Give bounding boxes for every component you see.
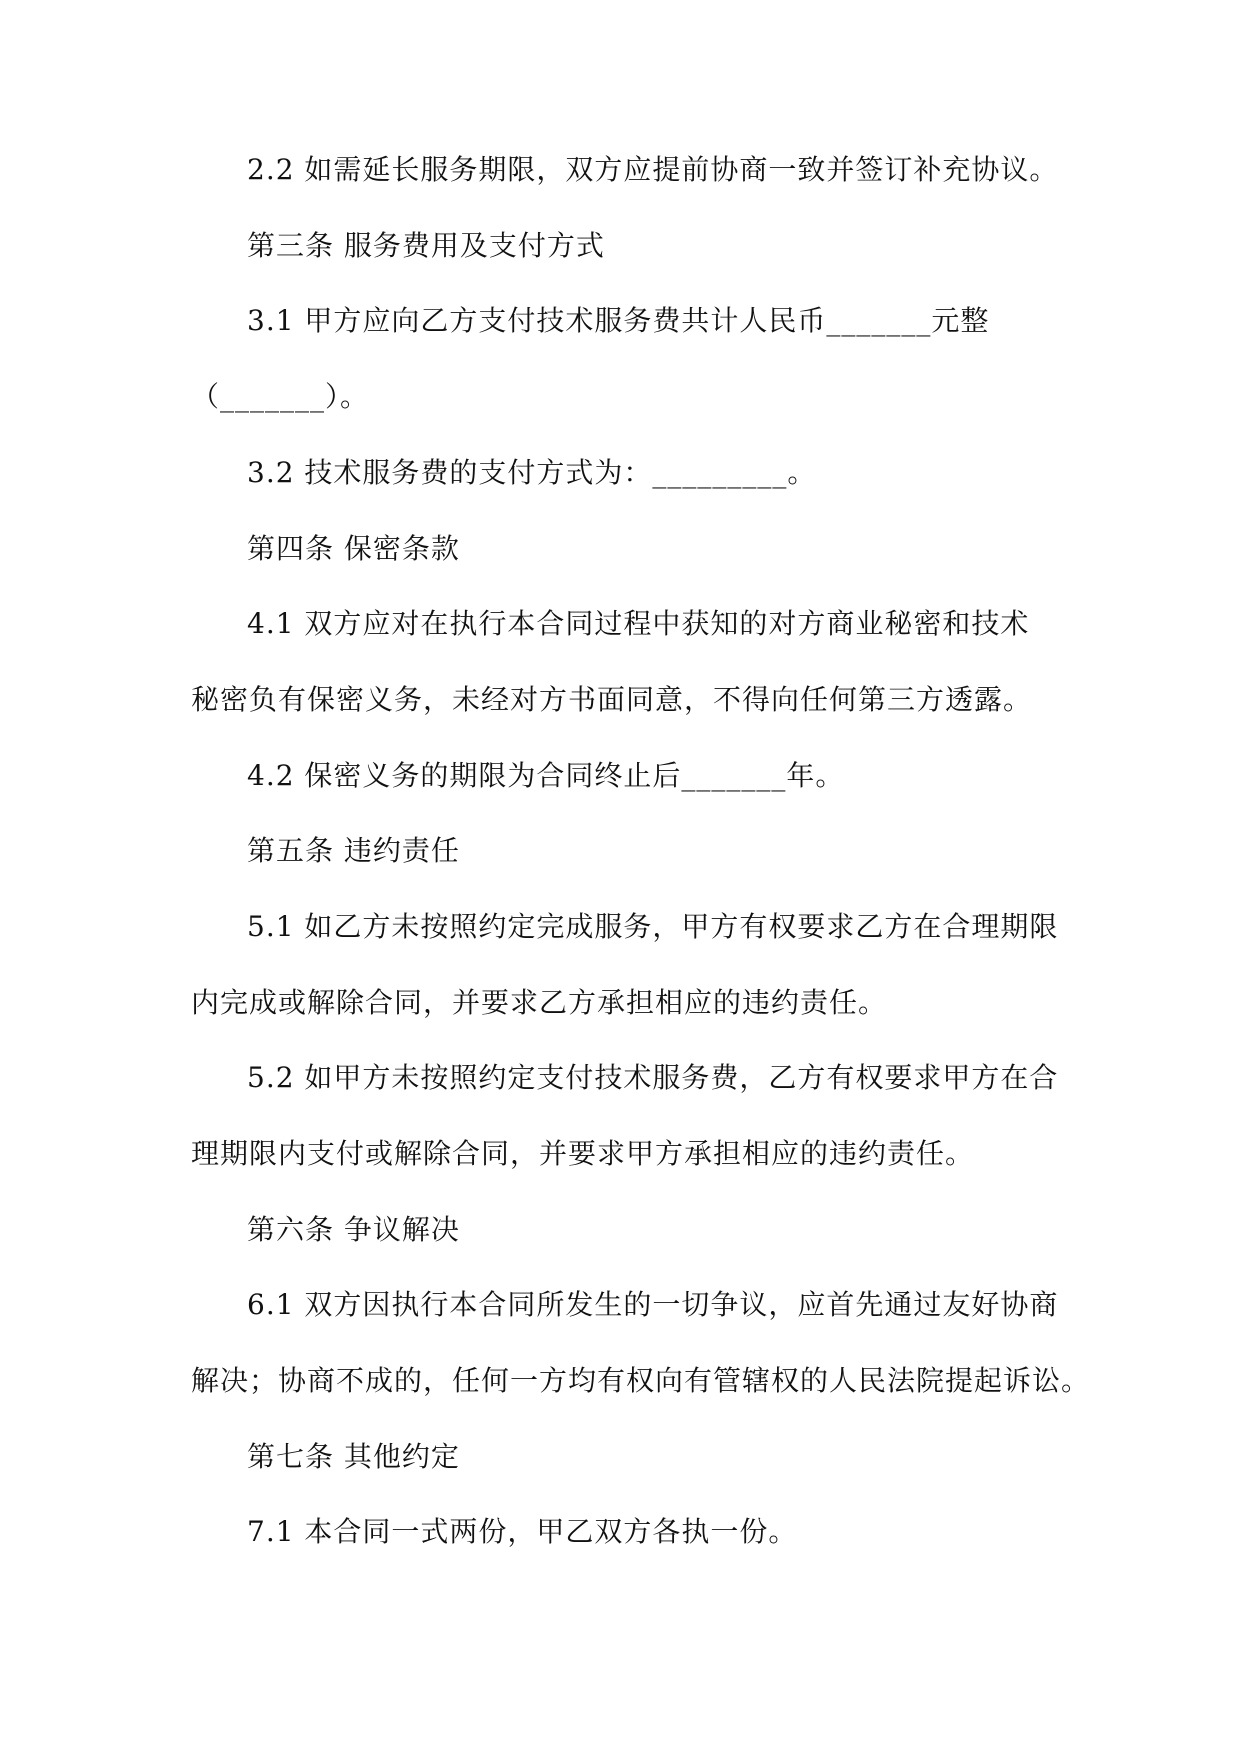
clause-6-1-line-2: 解决；协商不成的，任何一方均有权向有管辖权的人民法院提起诉讼。 xyxy=(191,1364,1091,1397)
clause-2-2: 2.2 如需延长服务期限，双方应提前协商一致并签订补充协议。 xyxy=(247,153,1059,186)
clause-4-1-line-2: 秘密负有保密义务，未经对方书面同意，不得向任何第三方透露。 xyxy=(191,683,1033,716)
clause-3-2: 3.2 技术服务费的支付方式为：_________。 xyxy=(247,456,817,489)
clause-4-2: 4.2 保密义务的期限为合同终止后_______年。 xyxy=(247,759,845,792)
article-5-heading: 第五条 违约责任 xyxy=(247,834,460,867)
clause-3-1-line-1: 3.1 甲方应向乙方支付技术服务费共计人民币_______元整 xyxy=(247,304,990,337)
clause-6-1-line-1: 6.1 双方因执行本合同所发生的一切争议，应首先通过友好协商 xyxy=(247,1288,1059,1321)
article-7-heading: 第七条 其他约定 xyxy=(247,1440,460,1473)
clause-3-1-line-2: （_______）。 xyxy=(191,380,370,413)
clause-4-1-line-1: 4.1 双方应对在执行本合同过程中获知的对方商业秘密和技术 xyxy=(247,607,1030,640)
article-3-heading: 第三条 服务费用及支付方式 xyxy=(247,229,605,262)
clause-5-1-line-2: 内完成或解除合同，并要求乙方承担相应的违约责任。 xyxy=(191,986,888,1019)
clause-5-2-line-1: 5.2 如甲方未按照约定支付技术服务费，乙方有权要求甲方在合 xyxy=(247,1061,1059,1094)
clause-5-2-line-2: 理期限内支付或解除合同，并要求甲方承担相应的违约责任。 xyxy=(191,1137,975,1170)
clause-7-1: 7.1 本合同一式两份，甲乙双方各执一份。 xyxy=(247,1515,798,1548)
article-4-heading: 第四条 保密条款 xyxy=(247,532,460,565)
article-6-heading: 第六条 争议解决 xyxy=(247,1213,460,1246)
clause-5-1-line-1: 5.1 如乙方未按照约定完成服务，甲方有权要求乙方在合理期限 xyxy=(247,910,1059,943)
